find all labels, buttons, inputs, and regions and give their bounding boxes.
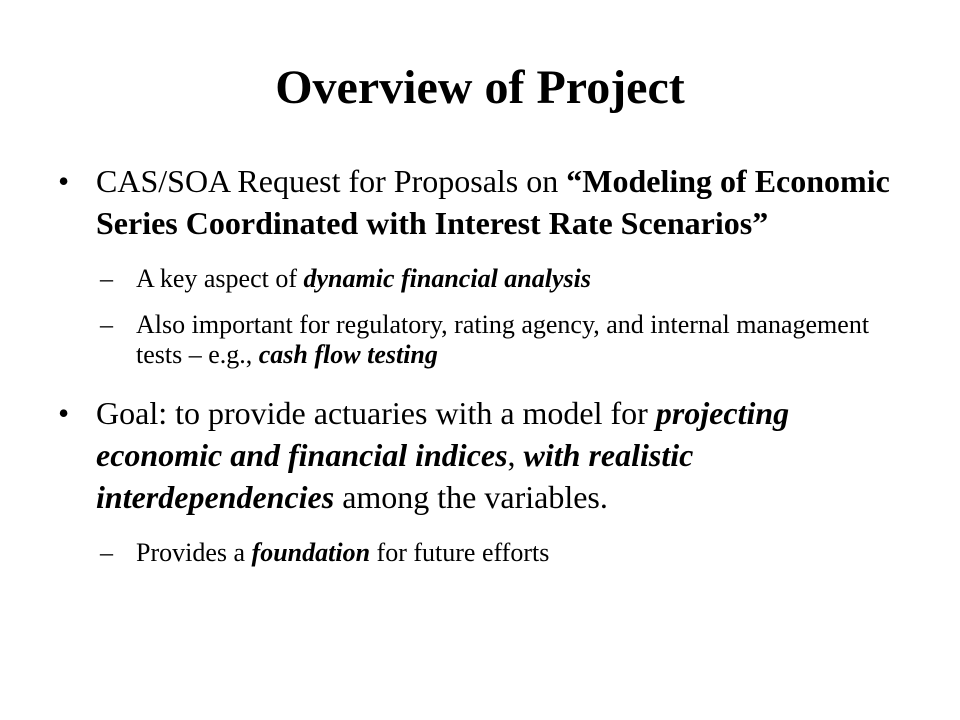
- sub-bullet-text: A key aspect of: [136, 264, 304, 293]
- sub-bullet-key-aspect: [58, 264, 908, 294]
- sub-bullet-emphasis: dynamic financial analysis: [303, 264, 591, 293]
- dash-marker: –: [100, 310, 113, 339]
- sub-bullet-text: Also important for regulatory, rating agency, and internal management tests – e.g.,: [136, 310, 870, 369]
- bullet-cas-soa-request: [58, 160, 908, 244]
- bullet-text: Goal: to provide actuaries with a model for: [96, 395, 656, 431]
- bullet-text: ,: [507, 437, 524, 473]
- sub-bullet-foundation: [58, 538, 908, 568]
- sub-bullet-text: Provides a: [136, 538, 252, 567]
- sub-bullet-also-important: [58, 310, 908, 370]
- bullet-text: CAS/SOA Request for Proposals on: [96, 163, 567, 199]
- sub-bullet-text: for future efforts: [370, 538, 550, 567]
- bullet-emphasis: projecting economic and financial indices: [96, 395, 790, 473]
- sub-bullet-emphasis: foundation: [251, 538, 371, 567]
- dash-marker: –: [100, 538, 113, 567]
- bullet-marker: •: [58, 395, 70, 431]
- dash-marker: –: [100, 264, 113, 293]
- bullet-text: among the variables.: [334, 479, 608, 515]
- bullet-emphasis: with realistic interdependencies: [96, 437, 694, 515]
- slide-content: [58, 160, 908, 584]
- bullet-goal: [58, 392, 908, 518]
- slide-title: Overview of Project: [275, 61, 685, 114]
- sub-bullet-emphasis: cash flow testing: [258, 340, 438, 369]
- bullet-emphasis: “Modeling of Economic Series Coordinated with Interest Rate Scenarios”: [96, 163, 890, 241]
- bullet-marker: •: [58, 163, 70, 199]
